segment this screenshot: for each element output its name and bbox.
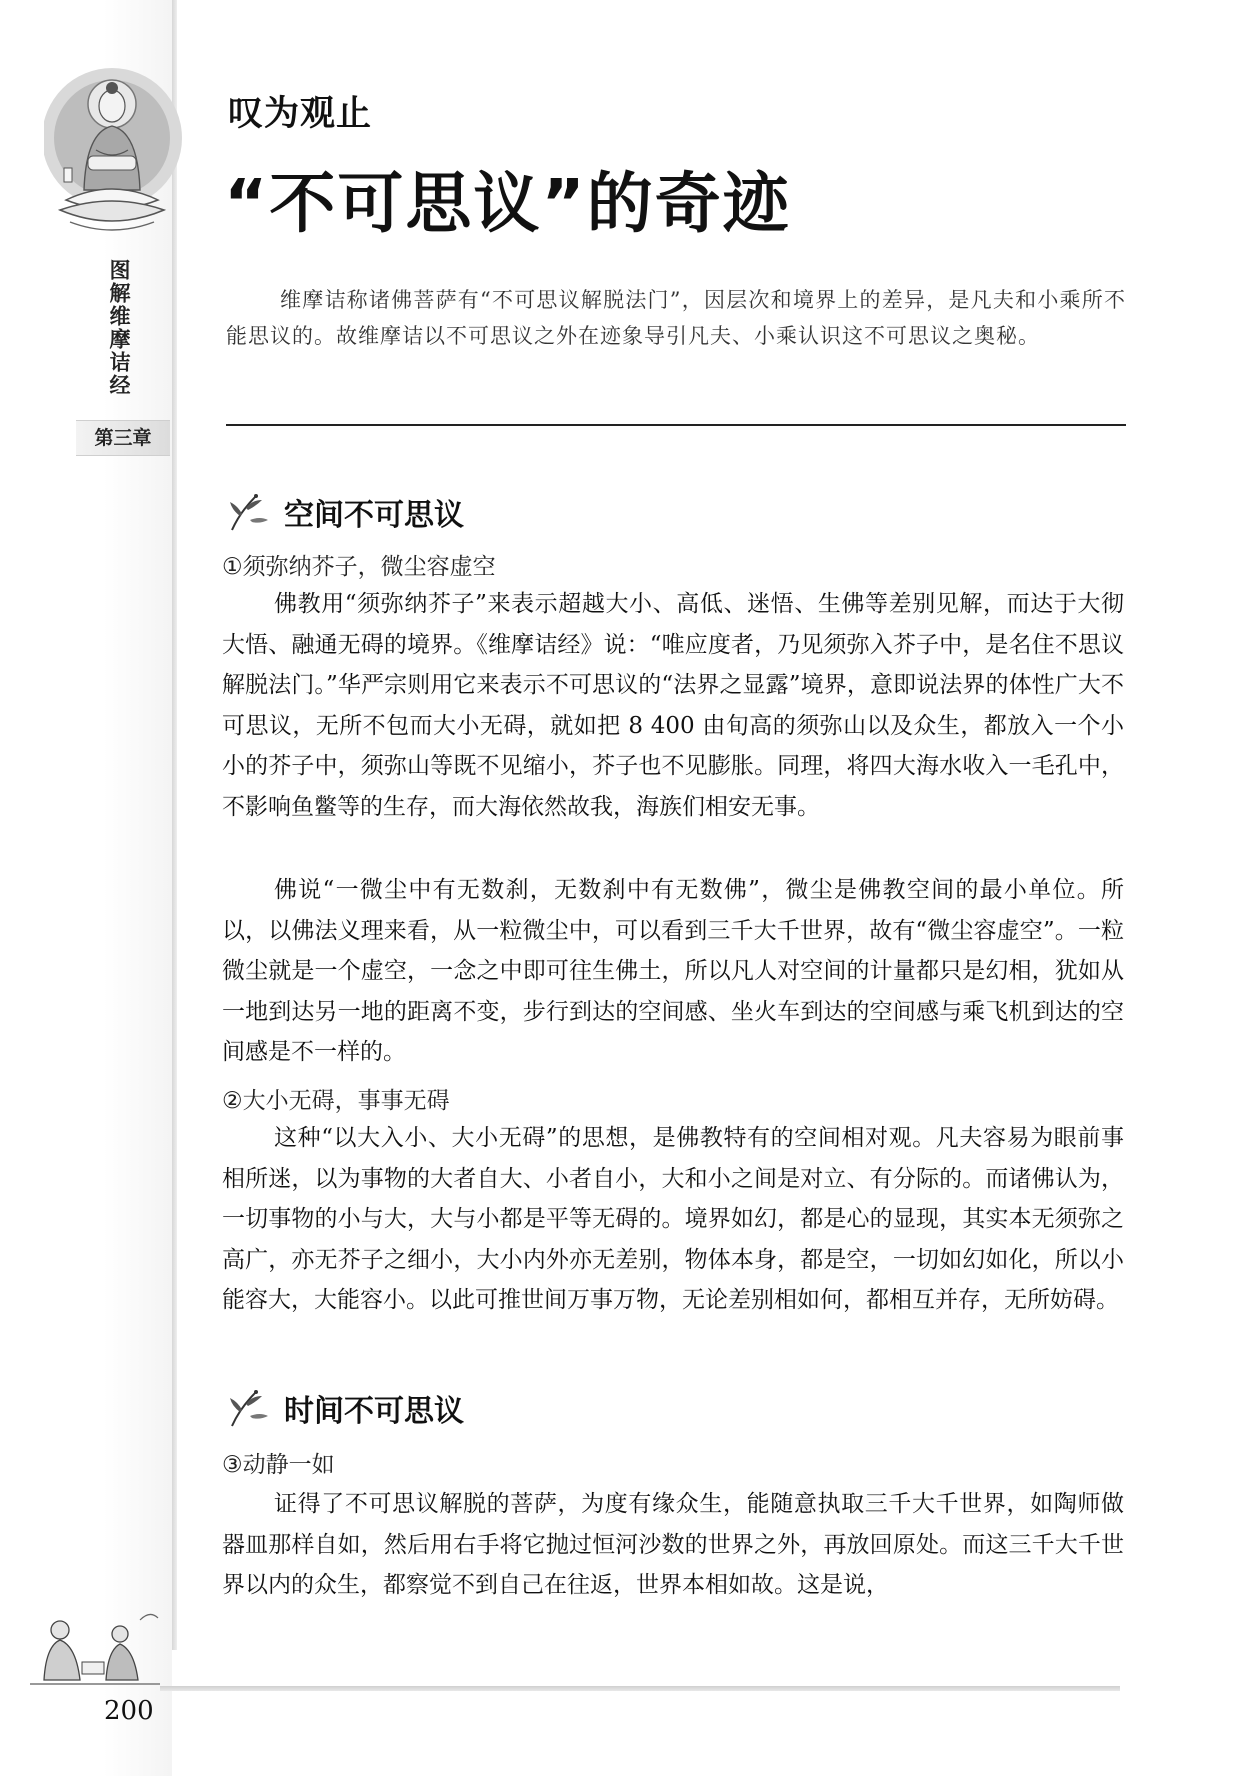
body-paragraph: 佛教用“须弥纳芥子”来表示超越大小、高低、迷悟、生佛等差别见解，而达于大彻大悟、融通无碍的境界。《维摩诘经》说：“唯应度者，乃见须弥入芥子中，是名住不思议解脱法门。”华严宗则用它来表示不可思议的“法界之显露”境界，意即说法界的体性广大不可思议，无所不包而大小无碍，就如把 8 400 由旬高的须弥山以及众生，都放入一个小小的芥子中，须弥山等既不见缩小，芥子也不见膨胀。同理，将四大海水收入一毛孔中，不影响鱼鳖等的生存，而大海依然故我，海族们相安无事。: [222, 591, 1124, 820]
header-divider: [226, 424, 1126, 426]
body-paragraph: 这种“以大入小、大小无碍”的思想，是佛教特有的空间相对观。凡夫容易为眼前事相所迷，以为事物的大者自大、小者自小，大和小之间是对立、有分际的。而诸佛认为，一切事物的小与大，大与小都是平等无碍的。境界如幻，都是心的显现，其实本无须弥之高广，亦无芥子之细小，大小内外亦无差别，物体本身，都是空，一切如幻如化，所以小能容大，大能容小。以此可推世间万事万物，无论差别相如何，都相互并存，无所妨碍。: [222, 1125, 1124, 1314]
page-number: 200: [104, 1696, 154, 1726]
bamboo-ornament-icon: [226, 490, 274, 534]
buddha-illustration-icon: [44, 60, 194, 250]
page-title: “不可思议”的奇迹: [224, 165, 791, 242]
section-heading-text: 时间不可思议: [284, 1394, 464, 1429]
item-heading: ③动静一如: [222, 1452, 335, 1478]
item-heading: ①须弥纳芥子，微尘容虚空: [222, 554, 496, 580]
sidebar-band: [0, 0, 172, 1776]
intro-paragraph: 维摩诘称诸佛菩萨有“不可思议解脱法门”，因层次和境界上的差异，是凡夫和小乘所不能思议的。故维摩诘以不可思议之外在迹象导引凡夫、小乘认识这不可思议之奥秘。: [226, 288, 1126, 348]
scholars-illustration-icon: [20, 1600, 170, 1690]
footer-rule: [160, 1686, 1120, 1691]
section-heading: [226, 1386, 464, 1430]
item-heading: ②大小无碍，事事无碍: [222, 1088, 450, 1114]
body-paragraph: 证得了不可思议解脱的菩萨，为度有缘众生，能随意执取三千大千世界，如陶师做器皿那样自如，然后用右手将它抛过恒河沙数的世界之外，再放回原处。而这三千大千世界以内的众生，都察觉不到自己在往返，世界本相如故。这是说，: [222, 1491, 1124, 1599]
page-subtitle: 叹为观止: [228, 94, 373, 134]
book-title-vertical: 图解维摩诘经: [107, 258, 131, 397]
chapter-tab: 第三章: [76, 420, 170, 456]
body-paragraph: 佛说“一微尘中有无数刹，无数刹中有无数佛”，微尘是佛教空间的最小单位。所以，以佛法义理来看，从一粒微尘中，可以看到三千大千世界，故有“微尘容虚空”。一粒微尘就是一个虚空，一念之中即可往生佛土，所以凡人对空间的计量都只是幻相，犹如从一地到达另一地的距离不变，步行到达的空间感、坐火车到达的空间感与乘飞机到达的空间感是不一样的。: [222, 877, 1124, 1066]
bamboo-ornament-icon: [226, 1386, 274, 1430]
section-heading: [226, 490, 464, 534]
section-heading-text: 空间不可思议: [284, 498, 464, 533]
